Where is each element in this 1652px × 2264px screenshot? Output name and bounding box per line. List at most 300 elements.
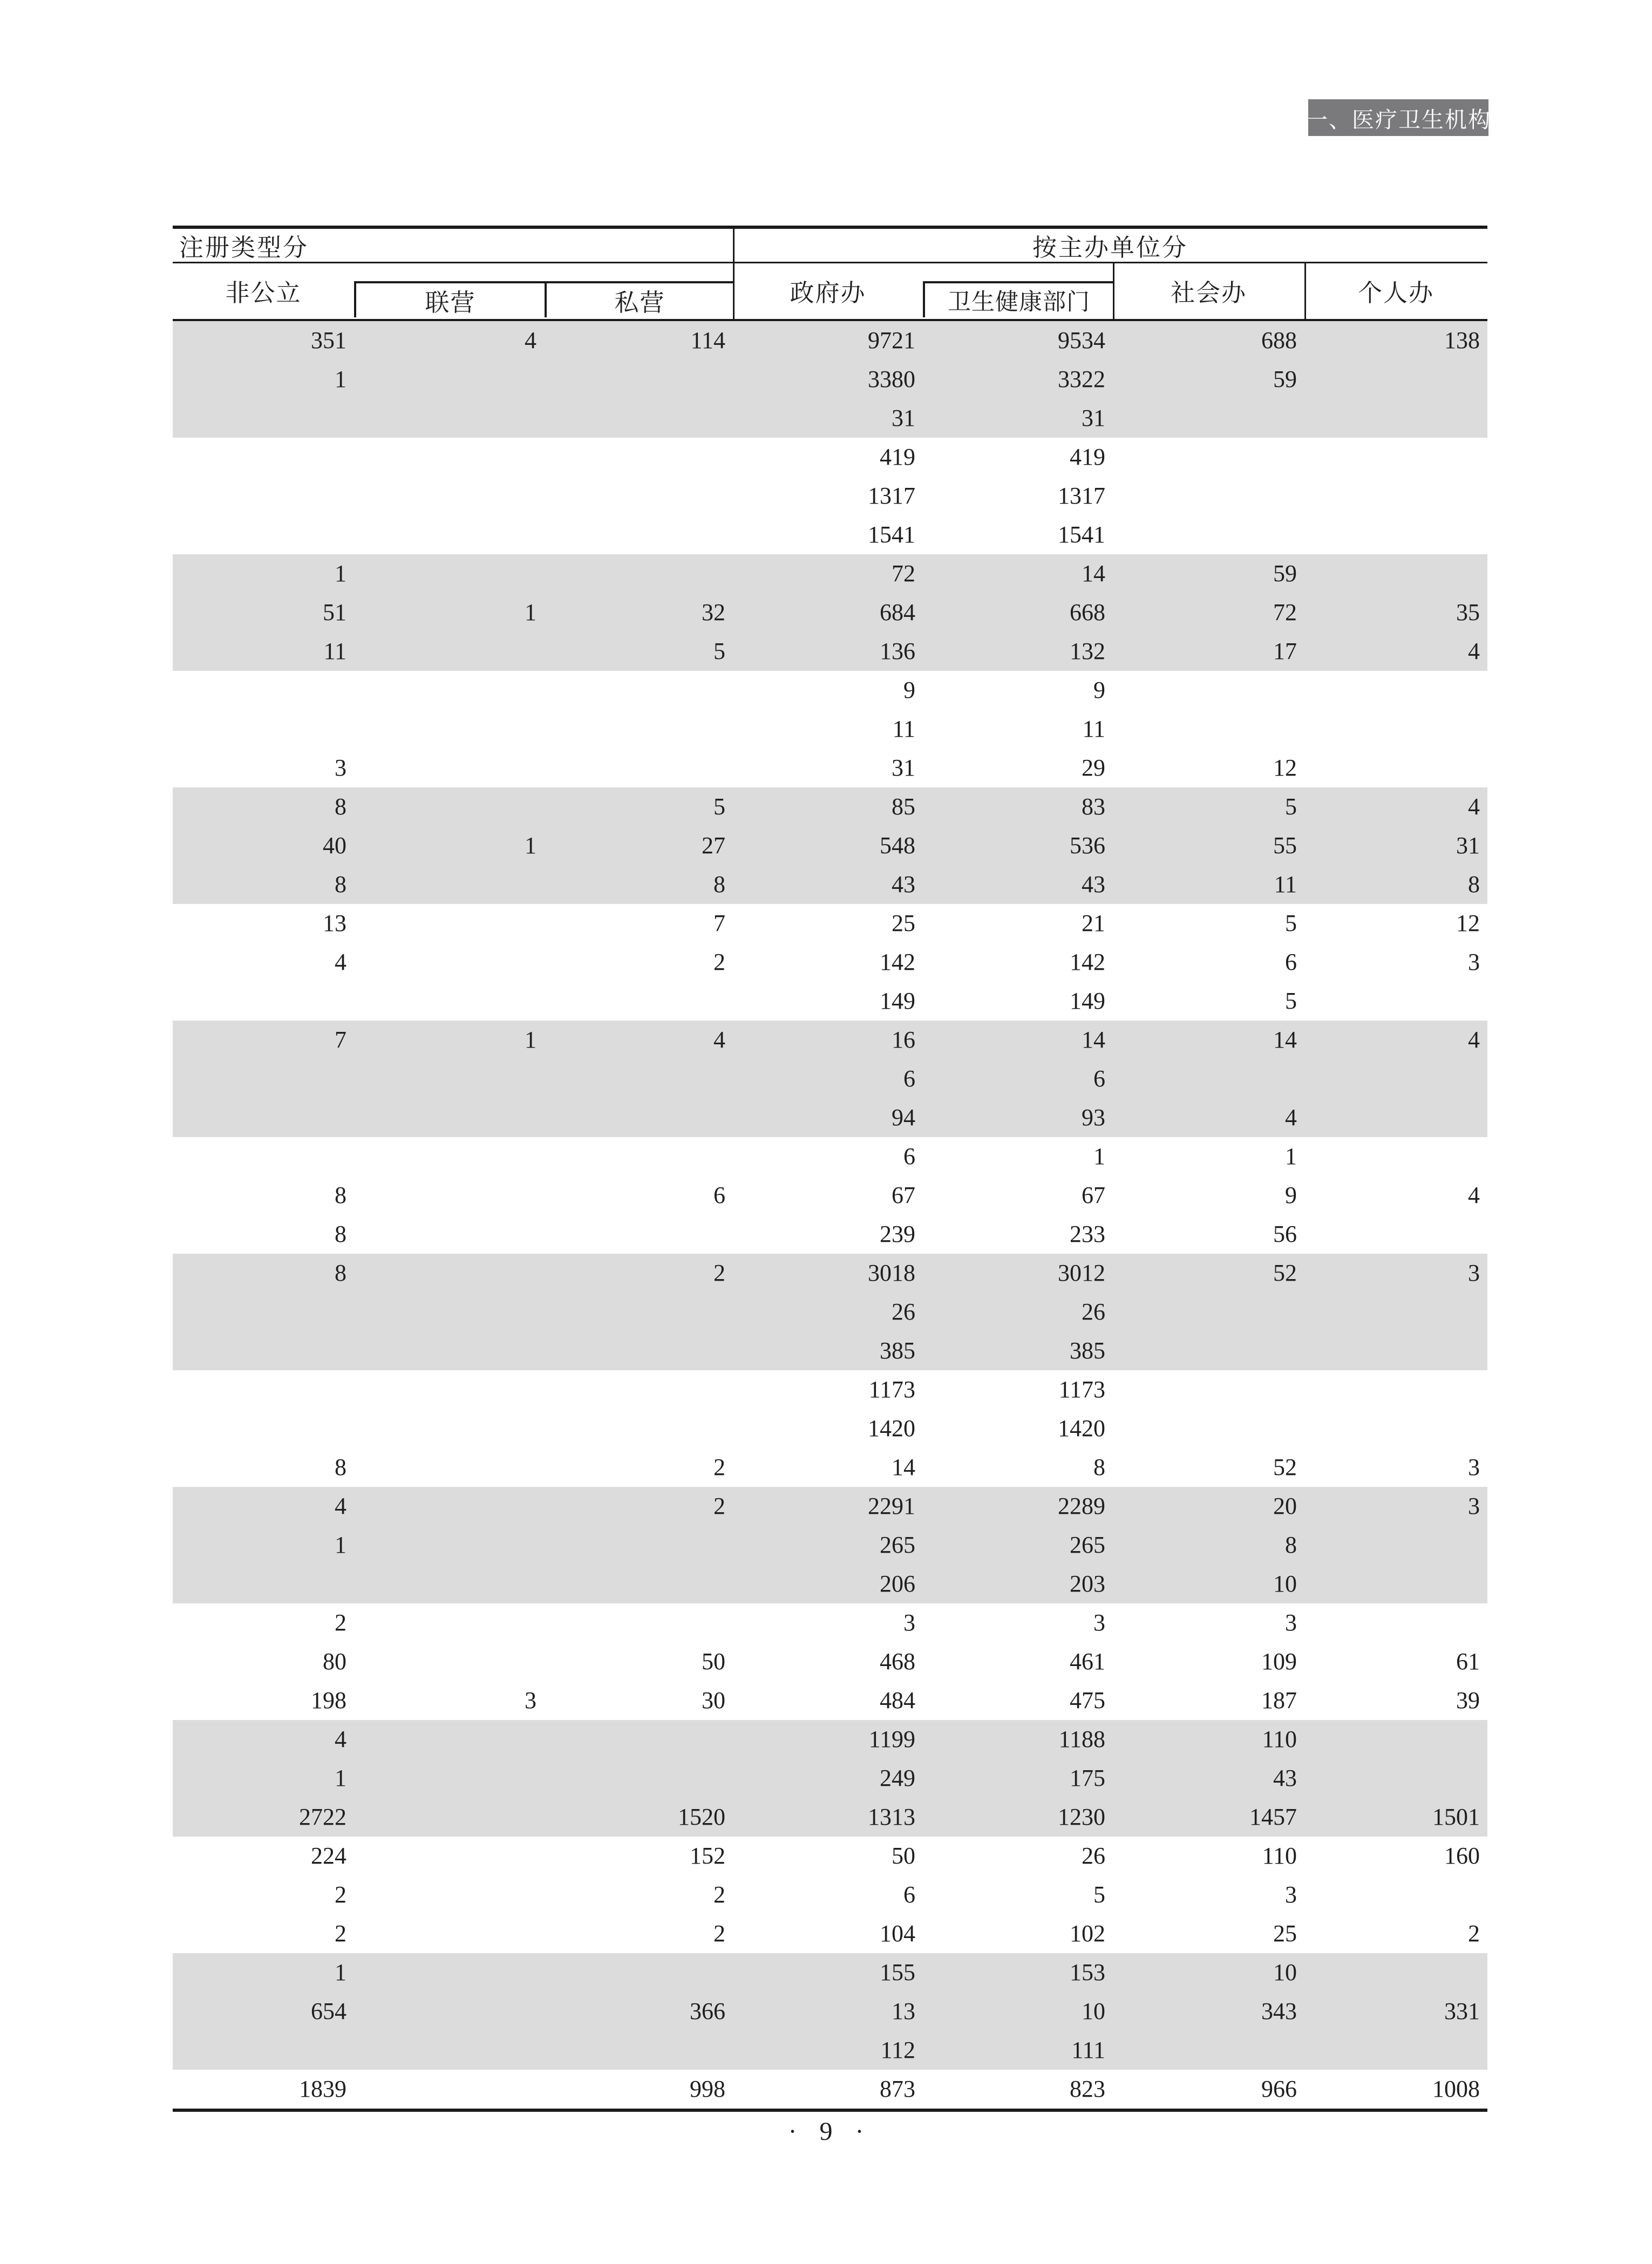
table-row: [173, 593, 1487, 632]
table-cell: 5: [1285, 793, 1297, 820]
table-cell: 187: [1261, 1687, 1297, 1714]
table-cell: 142: [880, 949, 915, 975]
table-row: [173, 1059, 1487, 1098]
table-cell: 2: [713, 1454, 725, 1480]
table-cell: [544, 1370, 733, 1409]
table-cell: [173, 1293, 354, 1331]
table-row: [173, 554, 1487, 593]
table-row: [173, 321, 1487, 360]
table-cell: [1304, 1059, 1487, 1098]
table-cell: [544, 1293, 733, 1331]
table-cell: 1173: [1058, 1376, 1105, 1403]
table-cell: 52: [1273, 1454, 1297, 1480]
table-row: [173, 1720, 1487, 1759]
table-cell: 55: [1273, 832, 1297, 859]
table-cell: [1304, 1875, 1487, 1914]
table-row: [173, 515, 1487, 554]
table-row: [173, 2031, 1487, 2070]
table-cell: 4: [1468, 793, 1480, 820]
table-row: [173, 1681, 1487, 1720]
table-cell: [1113, 515, 1304, 554]
table-cell: 536: [1070, 832, 1105, 859]
table-cell: [1304, 671, 1487, 710]
table-cell: 4: [1468, 638, 1480, 664]
table-cell: 61: [1456, 1648, 1480, 1675]
table-cell: 4: [335, 1726, 346, 1752]
table-cell: 43: [1082, 871, 1105, 898]
table-cell: [1304, 1953, 1487, 1992]
table-cell: [544, 671, 733, 710]
table-cell: [544, 1759, 733, 1798]
table-cell: 142: [1070, 949, 1105, 975]
table-cell: 27: [702, 832, 725, 859]
table-cell: 94: [892, 1104, 915, 1131]
table-cell: 1: [1093, 1143, 1105, 1170]
table-cell: [354, 865, 544, 904]
table-row: [173, 1953, 1487, 1992]
table-row: [173, 1526, 1487, 1565]
table-cell: 224: [311, 1843, 346, 1869]
table-cell: 102: [1070, 1920, 1105, 1947]
table-cell: 1: [335, 560, 346, 587]
table-cell: 25: [892, 910, 915, 936]
chapter-tag: 一、医疗卫生机构: [1308, 99, 1488, 136]
table-cell: 85: [892, 793, 915, 820]
table-cell: 3: [525, 1687, 536, 1714]
table-cell: 475: [1070, 1687, 1105, 1714]
table-cell: [173, 477, 354, 515]
table-cell: 1230: [1058, 1804, 1105, 1830]
subheader-box-joint-private: [354, 281, 733, 317]
table-cell: 366: [690, 1998, 725, 2024]
table-cell: 1: [525, 832, 536, 859]
table-cell: 8: [335, 1182, 346, 1208]
table-cell: [1304, 749, 1487, 787]
table-row: [173, 438, 1487, 477]
table-cell: [354, 749, 544, 787]
table-row: [173, 710, 1487, 749]
table-header: [173, 229, 1487, 321]
table-cell: [354, 2070, 544, 2109]
table-cell: 4: [1468, 1026, 1480, 1053]
table-cell: 2291: [868, 1493, 915, 1519]
table-cell: 1: [525, 599, 536, 626]
table-cell: 2: [335, 1920, 346, 1947]
table-cell: [354, 1526, 544, 1565]
table-cell: [1113, 1293, 1304, 1331]
table-cell: [1304, 1215, 1487, 1254]
table-cell: 5: [1285, 910, 1297, 936]
header-group-registration-type: 注册类型分: [179, 234, 309, 261]
table-cell: 2: [335, 1881, 346, 1908]
table-cell: [1304, 477, 1487, 515]
table-cell: [173, 515, 354, 554]
table-cell: [354, 1759, 544, 1798]
table-cell: 11: [323, 638, 346, 664]
table-cell: 8: [713, 871, 725, 898]
table-cell: 29: [1082, 754, 1105, 781]
table-cell: [354, 1992, 544, 2031]
table-row: [173, 360, 1487, 399]
table-cell: 1839: [299, 2076, 346, 2102]
table-cell: 419: [1070, 444, 1105, 470]
table-cell: 39: [1456, 1687, 1480, 1714]
table-cell: 26: [1082, 1843, 1105, 1869]
table-cell: 8: [335, 1221, 346, 1247]
table-cell: [1304, 360, 1487, 399]
table-cell: 4: [335, 1493, 346, 1519]
table-cell: 1: [335, 1532, 346, 1558]
table-cell: [1113, 671, 1304, 710]
table-cell: [354, 1875, 544, 1914]
table-cell: [1304, 1098, 1487, 1137]
table-cell: 93: [1082, 1104, 1105, 1131]
table-row: [173, 1409, 1487, 1448]
column-header-non-public: 非公立: [225, 279, 302, 307]
table-cell: 1317: [1058, 482, 1105, 509]
table-cell: [354, 1059, 544, 1098]
table-cell: [1304, 1137, 1487, 1176]
table-cell: [1304, 1603, 1487, 1642]
table-cell: 6: [713, 1182, 725, 1208]
table-cell: 136: [880, 638, 915, 664]
table-cell: 59: [1273, 560, 1297, 587]
table-cell: [173, 1098, 354, 1137]
table-cell: [1304, 1720, 1487, 1759]
table-cell: [1304, 710, 1487, 749]
table-cell: 3: [903, 1609, 915, 1636]
table-cell: [173, 1331, 354, 1370]
table-cell: 233: [1070, 1221, 1105, 1247]
table-row: [173, 826, 1487, 865]
table-cell: [544, 477, 733, 515]
table-cell: [1113, 477, 1304, 515]
divider-section: [733, 229, 735, 321]
table-cell: 59: [1273, 366, 1297, 392]
table-cell: 1188: [1058, 1726, 1105, 1752]
table-cell: 484: [880, 1687, 915, 1714]
table-cell: 1: [1285, 1143, 1297, 1170]
table-cell: [354, 1565, 544, 1603]
column-header-individual: 个人办: [1357, 279, 1434, 307]
table-cell: 654: [311, 1998, 346, 2024]
table-cell: 2: [713, 1881, 725, 1908]
table-row: [173, 1759, 1487, 1798]
table-cell: 26: [1082, 1298, 1105, 1325]
table-cell: 2: [1468, 1920, 1480, 1947]
table-cell: [354, 787, 544, 826]
table-cell: 873: [880, 2076, 915, 2102]
table-cell: [544, 1331, 733, 1370]
table-cell: 1: [335, 1959, 346, 1986]
column-header-social: 社会办: [1170, 279, 1247, 307]
table-cell: [173, 982, 354, 1021]
table-row: [173, 1992, 1487, 2031]
table-cell: [354, 477, 544, 515]
table-cell: [544, 1603, 733, 1642]
table-cell: 11: [1082, 716, 1105, 742]
table-cell: [1113, 1409, 1304, 1448]
table-cell: [544, 1059, 733, 1098]
table-cell: [544, 515, 733, 554]
table-cell: 50: [702, 1648, 725, 1675]
table-row: [173, 1642, 1487, 1681]
table-cell: 4: [525, 327, 536, 353]
table-cell: [173, 1137, 354, 1176]
table-cell: [354, 1098, 544, 1137]
table-cell: 4: [713, 1026, 725, 1053]
table-cell: 138: [1444, 327, 1480, 353]
table-cell: 31: [1456, 832, 1480, 859]
table-cell: 8: [335, 871, 346, 898]
table-cell: 385: [1070, 1337, 1105, 1364]
table-cell: [354, 1293, 544, 1331]
table-cell: 13: [323, 910, 346, 936]
table-cell: [173, 399, 354, 438]
table-cell: 43: [892, 871, 915, 898]
table-cell: 203: [1070, 1570, 1105, 1597]
table-row: [173, 787, 1487, 826]
table-cell: 2: [335, 1609, 346, 1636]
table-cell: 8: [1093, 1454, 1105, 1480]
table-cell: 198: [311, 1687, 346, 1714]
table-cell: [173, 1059, 354, 1098]
table-cell: [544, 1526, 733, 1565]
table-cell: 149: [1070, 988, 1105, 1014]
table-cell: [354, 1798, 544, 1837]
table-cell: 13: [892, 1998, 915, 2024]
table-cell: 3380: [868, 366, 915, 392]
table-cell: [354, 671, 544, 710]
statistics-table: [173, 226, 1487, 2112]
table-cell: [1304, 982, 1487, 1021]
table-cell: 67: [892, 1182, 915, 1208]
table-cell: 110: [1262, 1726, 1297, 1752]
table-cell: 9721: [868, 327, 915, 353]
table-cell: 6: [1093, 1065, 1105, 1092]
table-row: [173, 1603, 1487, 1642]
table-cell: 1520: [678, 1804, 725, 1830]
table-cell: 40: [323, 832, 346, 859]
table-cell: 1501: [1432, 1804, 1480, 1830]
table-cell: [354, 1370, 544, 1409]
table-cell: 5: [713, 638, 725, 664]
table-cell: [1304, 1370, 1487, 1409]
table-cell: 16: [892, 1026, 915, 1053]
table-cell: 684: [880, 599, 915, 626]
table-cell: [1304, 554, 1487, 593]
table-cell: [354, 438, 544, 477]
table-cell: 3018: [868, 1260, 915, 1286]
table-cell: 461: [1070, 1648, 1105, 1675]
column-header-health-dept: 卫生健康部门: [923, 281, 1113, 317]
table-cell: 2: [713, 949, 725, 975]
table-cell: [1304, 1759, 1487, 1798]
table-cell: 10: [1273, 1959, 1297, 1986]
table-cell: 1420: [868, 1415, 915, 1442]
table-cell: 52: [1273, 1260, 1297, 1286]
table-cell: 14: [892, 1454, 915, 1480]
table-cell: 9: [1285, 1182, 1297, 1208]
header-group-organizer: 按主办单位分: [1032, 234, 1188, 261]
table-row: [173, 1137, 1487, 1176]
table-cell: 132: [1070, 638, 1105, 664]
table-cell: [544, 710, 733, 749]
table-cell: [354, 1176, 544, 1215]
table-cell: 110: [1262, 1843, 1297, 1869]
table-cell: 153: [1070, 1959, 1105, 1986]
table-cell: [354, 1331, 544, 1370]
table-cell: [544, 982, 733, 1021]
table-cell: 249: [880, 1765, 915, 1791]
table-cell: [354, 1409, 544, 1448]
table-row: [173, 632, 1487, 671]
table-cell: [544, 1215, 733, 1254]
table-cell: [173, 671, 354, 710]
table-cell: [354, 1642, 544, 1681]
table-cell: 20: [1273, 1493, 1297, 1519]
table-cell: [354, 360, 544, 399]
table-cell: 1457: [1249, 1804, 1297, 1830]
table-cell: 1317: [868, 482, 915, 509]
table-cell: [1304, 1565, 1487, 1603]
table-cell: 351: [311, 327, 346, 353]
table-row: [173, 1331, 1487, 1370]
table-cell: 1: [525, 1026, 536, 1053]
table-cell: 5: [1093, 1881, 1105, 1908]
table-cell: 26: [892, 1298, 915, 1325]
table-cell: [354, 1137, 544, 1176]
table-row: [173, 1875, 1487, 1914]
table-cell: [354, 515, 544, 554]
table-cell: 9534: [1058, 327, 1105, 353]
table-cell: 109: [1261, 1648, 1297, 1675]
table-cell: 10: [1273, 1570, 1297, 1597]
table-row: [173, 1021, 1487, 1059]
table-cell: 3: [335, 754, 346, 781]
table-cell: 3: [1468, 1454, 1480, 1480]
table-cell: 112: [880, 2037, 915, 2063]
table-cell: 1541: [868, 521, 915, 548]
table-cell: [354, 982, 544, 1021]
table-cell: [544, 1098, 733, 1137]
table-cell: 1: [335, 1765, 346, 1791]
table-cell: 11: [1274, 871, 1297, 898]
table-cell: 385: [880, 1337, 915, 1364]
table-row: [173, 1370, 1487, 1409]
table-cell: [544, 1137, 733, 1176]
table-cell: 43: [1273, 1765, 1297, 1791]
table-cell: 265: [1070, 1532, 1105, 1558]
table-cell: [354, 710, 544, 749]
table-cell: 3012: [1058, 1260, 1105, 1286]
table-cell: 12: [1273, 754, 1297, 781]
table-cell: [173, 710, 354, 749]
table-row: [173, 943, 1487, 982]
table-cell: 14: [1273, 1026, 1297, 1053]
table-cell: 31: [892, 754, 915, 781]
table-cell: 2: [713, 1260, 725, 1286]
table-cell: [1304, 1409, 1487, 1448]
table-cell: 2722: [299, 1804, 346, 1830]
table-row: [173, 671, 1487, 710]
table-cell: 35: [1456, 599, 1480, 626]
table-row: [173, 1798, 1487, 1837]
table-row: [173, 865, 1487, 904]
table-cell: 104: [880, 1920, 915, 1947]
table-cell: 3: [1285, 1881, 1297, 1908]
table-cell: 8: [1285, 1532, 1297, 1558]
table-cell: 155: [880, 1959, 915, 1986]
divider-social-column: [1113, 263, 1114, 321]
table-cell: 823: [1070, 2076, 1105, 2102]
table-cell: 14: [1082, 1026, 1105, 1053]
table-row: [173, 982, 1487, 1021]
table-cell: 688: [1261, 327, 1297, 353]
table-cell: [1304, 438, 1487, 477]
table-cell: [544, 554, 733, 593]
table-cell: 3322: [1058, 366, 1105, 392]
table-cell: 152: [690, 1843, 725, 1869]
table-cell: [1304, 2031, 1487, 2070]
table-cell: 1: [335, 366, 346, 392]
table-cell: [1113, 1370, 1304, 1409]
table-cell: 114: [690, 327, 725, 353]
table-cell: [173, 438, 354, 477]
table-cell: 5: [713, 793, 725, 820]
table-row: [173, 1215, 1487, 1254]
table-cell: 25: [1273, 1920, 1297, 1947]
table-cell: 3: [1468, 1493, 1480, 1519]
table-cell: 17: [1273, 638, 1297, 664]
table-cell: 21: [1082, 910, 1105, 936]
table-cell: 468: [880, 1648, 915, 1675]
table-cell: [544, 438, 733, 477]
table-cell: 7: [713, 910, 725, 936]
table-cell: [173, 2031, 354, 2070]
table-row: [173, 904, 1487, 943]
table-cell: 331: [1444, 1998, 1480, 2024]
table-cell: [354, 1448, 544, 1487]
table-cell: [173, 1409, 354, 1448]
table-cell: [544, 2031, 733, 2070]
table-cell: [173, 1565, 354, 1603]
table-cell: 1541: [1058, 521, 1105, 548]
table-row: [173, 749, 1487, 787]
column-header-private: 私营: [545, 283, 733, 317]
table-cell: 4: [1468, 1182, 1480, 1208]
table-cell: [354, 1603, 544, 1642]
table-cell: 51: [323, 599, 346, 626]
table-cell: [354, 2031, 544, 2070]
table-cell: [1113, 1059, 1304, 1098]
table-cell: [1304, 1526, 1487, 1565]
table-cell: 3: [1093, 1609, 1105, 1636]
table-cell: 9: [903, 677, 915, 703]
table-cell: [354, 1720, 544, 1759]
table-cell: 111: [1071, 2037, 1105, 2063]
table-cell: [544, 1720, 733, 1759]
table-cell: 1173: [868, 1376, 915, 1403]
table-cell: [1113, 2031, 1304, 2070]
table-cell: 3: [1468, 1260, 1480, 1286]
table-cell: [544, 360, 733, 399]
column-header-government: 政府办: [790, 279, 866, 307]
table-row: [173, 1098, 1487, 1137]
table-cell: 11: [892, 716, 915, 742]
table-cell: 3: [1285, 1609, 1297, 1636]
table-row: [173, 2070, 1487, 2109]
